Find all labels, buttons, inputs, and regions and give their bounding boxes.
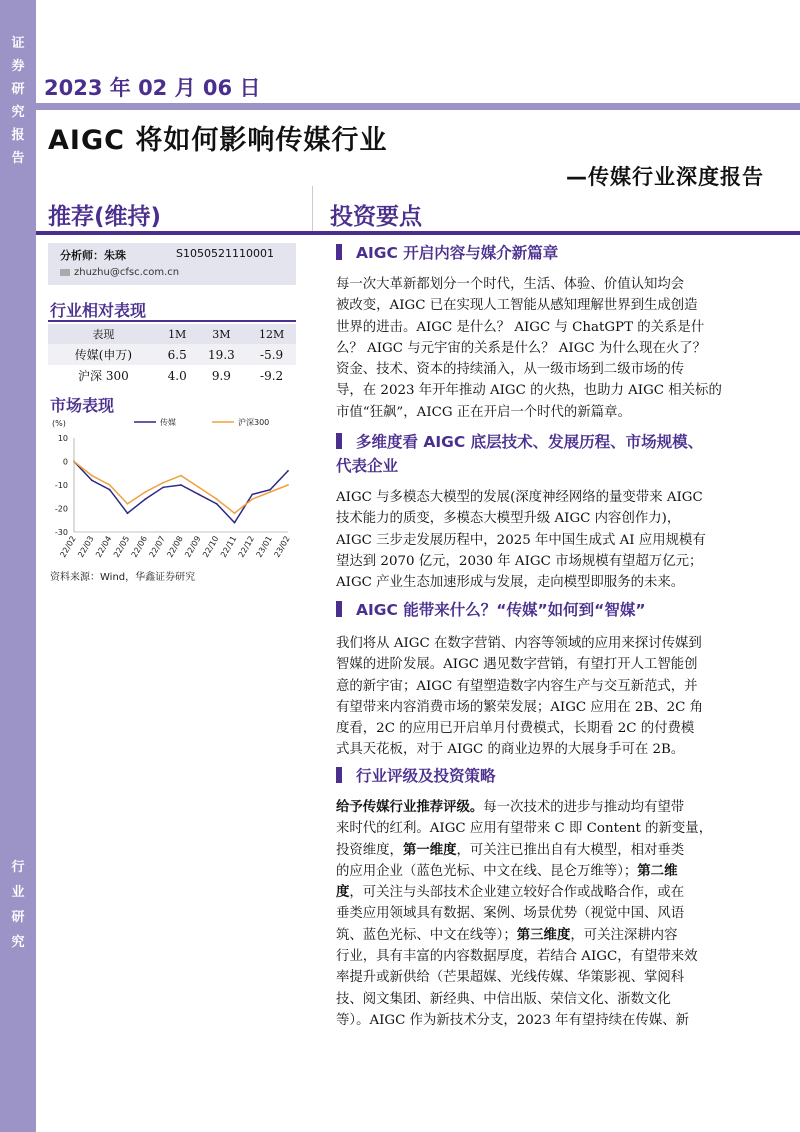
section-heading-4: 行业评级及投资策略 <box>336 764 766 788</box>
x-tick-label: 22/04 <box>94 534 114 559</box>
y-tick-label: -10 <box>54 481 68 490</box>
legend-label: 沪深300 <box>238 418 270 427</box>
heading-bar <box>336 767 342 783</box>
data-point <box>127 512 129 514</box>
series-line <box>74 462 288 523</box>
section-body-1: 每一次大革新都划分一个时代，生活、体验、价值认知均会 被改变，AIGC 已在实现人工智能从感知理解世界到生成创造 世界的进击。AIGC 是什么？ AIGC 与 ChatGPT 的关系是什 么？ AIGC 与元宇宙的关系是什么？ AIGC 为什么现在火了？ 资金、技术、资本的持续涌入，从一级市场到二级市场的传 导，在 2023 年开年推动 AIGC 的火热，也助力 AIGC 相关标的 市值“狂飙”，AICG 正在开启一个时代的新篇章。 <box>336 277 722 420</box>
section-body-2: AIGC 与多模态大模型的发展(深度神经网络的量变带来 AIGC 技术能力的质变，多模态大模型升级 AIGC 内容创作力)， AIGC 三步走发展历程中，2025 年中国生成式 AI 应用规模有 望达到 2070 亿元，2030 年 AIGC 市场规模有望超万亿元； AIGC 产业生态加速形成与发展，走向模型即服务的未来。 <box>336 490 706 591</box>
data-point <box>180 484 182 486</box>
mail-icon <box>60 269 70 276</box>
rating-label: 推荐(维持) <box>48 204 162 230</box>
side-label-top: 证 券 研 究 报 告 <box>11 36 25 166</box>
analyst-email-row <box>60 267 179 278</box>
data-point <box>269 489 271 491</box>
market-chart-svg <box>48 412 298 572</box>
report-subtitle: —传媒行业深度报告 <box>566 165 764 189</box>
side-strip <box>0 0 36 1132</box>
table-header-row <box>48 324 296 344</box>
x-tick-label: 22/05 <box>111 534 132 559</box>
table-cell: 传媒(申万) <box>74 348 133 362</box>
column-divider <box>312 186 313 234</box>
table-cell: 9.9 <box>211 368 231 383</box>
data-point <box>216 503 218 505</box>
data-point <box>198 494 200 496</box>
data-point <box>198 486 200 488</box>
x-tick-label: 22/07 <box>147 534 167 559</box>
section-heading-2: 多维度看 AIGC 底层技术、发展历程、市场规模、 代表企业 <box>336 433 704 475</box>
table-cell: -9.2 <box>260 368 284 383</box>
table-cell: 沪深 300 <box>78 369 129 383</box>
table-header: 表现 <box>92 328 115 341</box>
analyst-email[interactable]: zhuzhu@cfsc.com.cn <box>74 267 180 278</box>
x-tick-label: 23/01 <box>254 534 274 559</box>
legend-label: 传媒 <box>160 418 176 427</box>
data-point <box>162 482 164 484</box>
data-point <box>91 475 93 477</box>
table-row <box>48 365 296 386</box>
heading-bar <box>336 244 342 260</box>
data-point <box>109 489 111 491</box>
section-heading-3: AIGC 能带来什么？“传媒”如何到“智媒” <box>336 598 766 622</box>
table-cell: 6.5 <box>167 347 187 362</box>
x-tick-label: 22/12 <box>236 534 257 559</box>
table-header: 1M <box>168 327 187 341</box>
y-tick-label: 0 <box>62 457 68 467</box>
x-tick-label: 22/08 <box>165 534 185 559</box>
table-header: 3M <box>212 327 231 341</box>
table-cell: 4.0 <box>167 368 187 383</box>
perf-title: 行业相对表现 <box>50 301 147 320</box>
section-body-4: 给予传媒行业推荐评级。每一次技术的进步与推动均有望带 来时代的红利。AIGC 应用有望带来 C 即 Content 的新变量， 投资维度，第一维度，可关注已推出自有大模型，相对垂类 的应用企业（蓝色光标、中文在线、昆仑万维等）；第二维 度，可关注与头部技术企业建立较好合作或战略合作，或在 垂类应用领域具有数据、案例、场景优势（视觉中国、风语 筑、蓝色光标、中文在线等）；第三维度，可关注深耕内容 行业，具有丰富的内容数据厚度，若结合 AIGC，有望带来效 率提升或新供给（芒果超媒、光线传媒、华策影视、掌阅科 技、阅文集团、新经典、中信出版、荣信文化、浙数文化 等）。AIGC 作为新技术分支，2023 年有望持续在传媒、新 <box>336 799 713 1028</box>
y-tick-label: 10 <box>57 434 68 443</box>
data-point <box>251 494 253 496</box>
x-tick-label: 22/02 <box>58 534 78 559</box>
report-date: 2023 年 02 月 06 日 <box>44 76 261 100</box>
x-tick-label: 23/02 <box>272 534 292 559</box>
side-label-bottom: 行 业 研 究 <box>11 860 25 950</box>
x-tick-label: 22/11 <box>218 534 239 559</box>
analyst-cert: S1050521110001 <box>176 247 274 260</box>
report-title: AIGC 将如何影响传媒行业 <box>48 125 388 156</box>
data-point <box>234 522 236 524</box>
analyst-name: 分析师：朱珠 <box>60 249 126 262</box>
data-point <box>109 484 111 486</box>
table-cell: 19.3 <box>208 347 235 362</box>
table-row <box>48 344 296 365</box>
data-point <box>180 475 182 477</box>
section-body-3: 我们将从 AIGC 在数字营销、内容等领域的应用来探讨传媒到 智媒的进阶发展。AIGC 遇见数字营销，有望打开人工智能创 意的新宇宙；AIGC 有望塑造数字内容生产与交互新范式，并 有望带来内容消费市场的繁荣发展；AIGC 应用在 2B、2C 角 度看，2C 的应用已开启单月付费模式，长期看 2C 的付费模 式具天花板，对于 AIGC 的商业边界的大展身手可在 2B。 <box>336 636 703 758</box>
data-point <box>127 503 129 505</box>
invest-title: 投资要点 <box>330 204 422 230</box>
heading-bar <box>336 433 342 449</box>
table-cell: -5.9 <box>260 347 284 362</box>
market-title: 市场表现 <box>50 396 115 415</box>
data-point <box>91 479 93 481</box>
data-point <box>144 491 146 493</box>
section-heading-1: AIGC 开启内容与媒介新篇章 <box>336 241 766 265</box>
data-point <box>287 484 289 486</box>
y-tick-label: -20 <box>54 504 68 514</box>
market-chart <box>48 412 298 572</box>
data-point <box>73 461 75 463</box>
heading-bar <box>336 601 342 617</box>
data-point <box>162 486 164 488</box>
perf-title-rule <box>48 320 296 322</box>
x-tick-label: 22/09 <box>183 534 203 559</box>
data-point <box>269 491 271 493</box>
x-tick-label: 22/03 <box>76 534 96 559</box>
y-tick-label: -30 <box>54 528 68 537</box>
data-point <box>144 498 146 500</box>
perf-table <box>48 324 296 386</box>
x-tick-label: 22/06 <box>129 534 150 559</box>
data-point <box>216 498 218 500</box>
x-tick-label: 22/10 <box>201 534 221 559</box>
data-point <box>287 470 289 472</box>
analyst-box <box>48 243 296 285</box>
table-header: 12M <box>258 327 285 341</box>
data-point <box>251 498 253 500</box>
header-rule <box>36 103 800 110</box>
y-axis-label: (%) <box>52 419 66 428</box>
chart-source: 资料来源：Wind，华鑫证券研究 <box>50 572 196 583</box>
data-point <box>234 512 236 514</box>
section-rule <box>36 231 800 235</box>
